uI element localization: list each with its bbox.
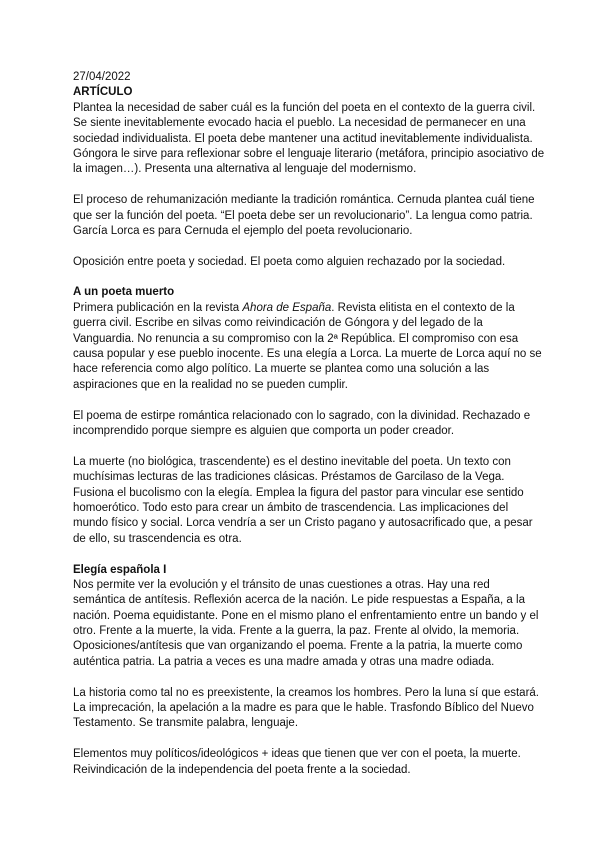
text-line: mundo físico y social. Lorca vendría a ser un Cristo pagano y autosacrificado que, a pesar [73, 517, 533, 530]
text-line: nación. Poema equidistante. Pone en el mismo plano el enfrentamiento entre un bando y el [73, 609, 539, 622]
paragraph-elegia-3 [73, 747, 535, 778]
paragraph-elegia-2 [73, 686, 539, 732]
text-line: que ser la función del poeta. “El poeta debe ser un revolucionario”. La lengua como patria. [73, 209, 533, 222]
text-line: Plantea la necesidad de saber cuál es la función del poeta en el contexto de la guerra civil. [73, 101, 536, 114]
text-line: Vanguardia. No renuncia a su compromiso con la 2ª República. El compromiso con esa [73, 332, 519, 345]
paragraph-articulo-3 [73, 255, 535, 270]
text-line: sociedad individualista. El poeta debe mantener una actitud inevitablemente individualista. [73, 132, 533, 145]
text-line: Oposición entre poeta y sociedad. El poeta como alguien rechazado por la sociedad. [73, 255, 506, 268]
text-line: muchísimas lecturas de las tradiciones clásicas. Préstamos de Garcilaso de la Vega. [73, 471, 505, 484]
paragraph-spacer [73, 670, 535, 685]
paragraph-articulo-1 [73, 101, 545, 178]
text-line: Testamento. Se transmite palabra, lenguaje. [73, 717, 299, 730]
text-line: causa popular y ese pueblo inocente. Es una elegía a Lorca. La muerte de Lorca aquí no se [73, 348, 542, 361]
text-line: de ello, su trascendencia es otra. [73, 532, 242, 545]
paragraph-spacer [73, 732, 535, 747]
paragraph-elegia-1 [73, 578, 539, 670]
text-line: La imprecación, la apelación a la madre es para que le hable. Trasfondo Bíblico del Nuevo [73, 702, 534, 715]
paragraph-spacer [73, 270, 535, 285]
text-line: Elementos muy políticos/ideológicos + ideas que tienen que ver con el poeta, la muerte. [73, 748, 521, 761]
paragraph-articulo-2 [73, 193, 535, 239]
section-heading-elegia: Elegía española I [73, 563, 167, 576]
text-line: Nos permite ver la evolución y el tránsito de unas cuestiones a otras. Hay una red [73, 578, 490, 591]
text-line [73, 301, 535, 316]
text-line: homoerótico. Todo esto para crear un ámbito de trascendencia. Las implicaciones del [73, 501, 509, 514]
text-line: El poema de estirpe romántica relacionado con lo sagrado, con la divinidad. Rechazado e [73, 409, 531, 422]
journal-title: Ahora de España [242, 301, 332, 314]
paragraph-poeta-muerto-1 [73, 301, 542, 393]
paragraph-spacer [73, 393, 535, 408]
paragraph-poeta-muerto-2 [73, 409, 535, 440]
paragraph-poeta-muerto-3 [73, 455, 535, 547]
document-date: 27/04/2022 [73, 71, 131, 83]
section-heading-articulo: ARTÍCULO [73, 86, 133, 99]
text-line: La muerte (no biológica, trascendente) es el destino inevitable del poeta. Un texto con [73, 455, 511, 468]
text-line: otro. Frente a la muerte, la vida. Frente a la guerra, la paz. Frente al olvido, la memoria. [73, 625, 520, 638]
text-line: Góngora le sirve para reflexionar sobre el lenguaje literario (metáfora, principio asociativo de [73, 147, 545, 160]
text-fragment: . Revista elitista en el contexto de la [331, 301, 515, 314]
text-line: incomprendido porque siempre es alguien que comporta un poder creador. [73, 424, 455, 437]
text-line: Fusiona el bucolismo con la elegía. Emplea la figura del pastor para vincular ese sentido [73, 486, 524, 499]
text-line: Reivindicación de la independencia del poeta frente a la sociedad. [73, 763, 411, 776]
text-line: semántica de antítesis. Reflexión acerca de la nación. Le pide respuestas a España, a la [73, 594, 525, 607]
text-line: hace referencia como algo político. La muerte se plantea como una solución a las [73, 363, 490, 376]
text-line: La historia como tal no es preexistente, la creamos los hombres. Pero la luna sí que estará. [73, 686, 539, 699]
text-line: Oposiciones/antítesis que van organizando el poema. Frente a la patria, la muerte como [73, 640, 523, 653]
text-line: la imagen…). Presenta una alternativa al lenguaje del modernismo. [73, 163, 417, 176]
document-page [73, 70, 545, 778]
text-line: García Lorca es para Cernuda el ejemplo del poeta revolucionario. [73, 224, 413, 237]
text-line: auténtica patria. La patria a veces es una madre amada y otras una madre odiada. [73, 655, 495, 668]
paragraph-spacer [73, 439, 535, 454]
paragraph-spacer [73, 547, 535, 562]
text-line: El proceso de rehumanización mediante la tradición romántica. Cernuda plantea cuál tiene [73, 194, 535, 207]
text-fragment: Primera publicación en la revista [73, 301, 243, 314]
text-line: guerra civil. Escribe en silvas como reivindicación de Góngora y del legado de la [73, 317, 483, 330]
paragraph-spacer [73, 178, 535, 193]
paragraph-spacer [73, 239, 535, 254]
section-heading-poeta-muerto: A un poeta muerto [73, 286, 175, 299]
text-line: Se siente inevitablemente evocado hacia el pueblo. La necesidad de permanecer en una [73, 117, 526, 130]
text-line: aspiraciones que en la realidad no se pueden cumplir. [73, 378, 348, 391]
